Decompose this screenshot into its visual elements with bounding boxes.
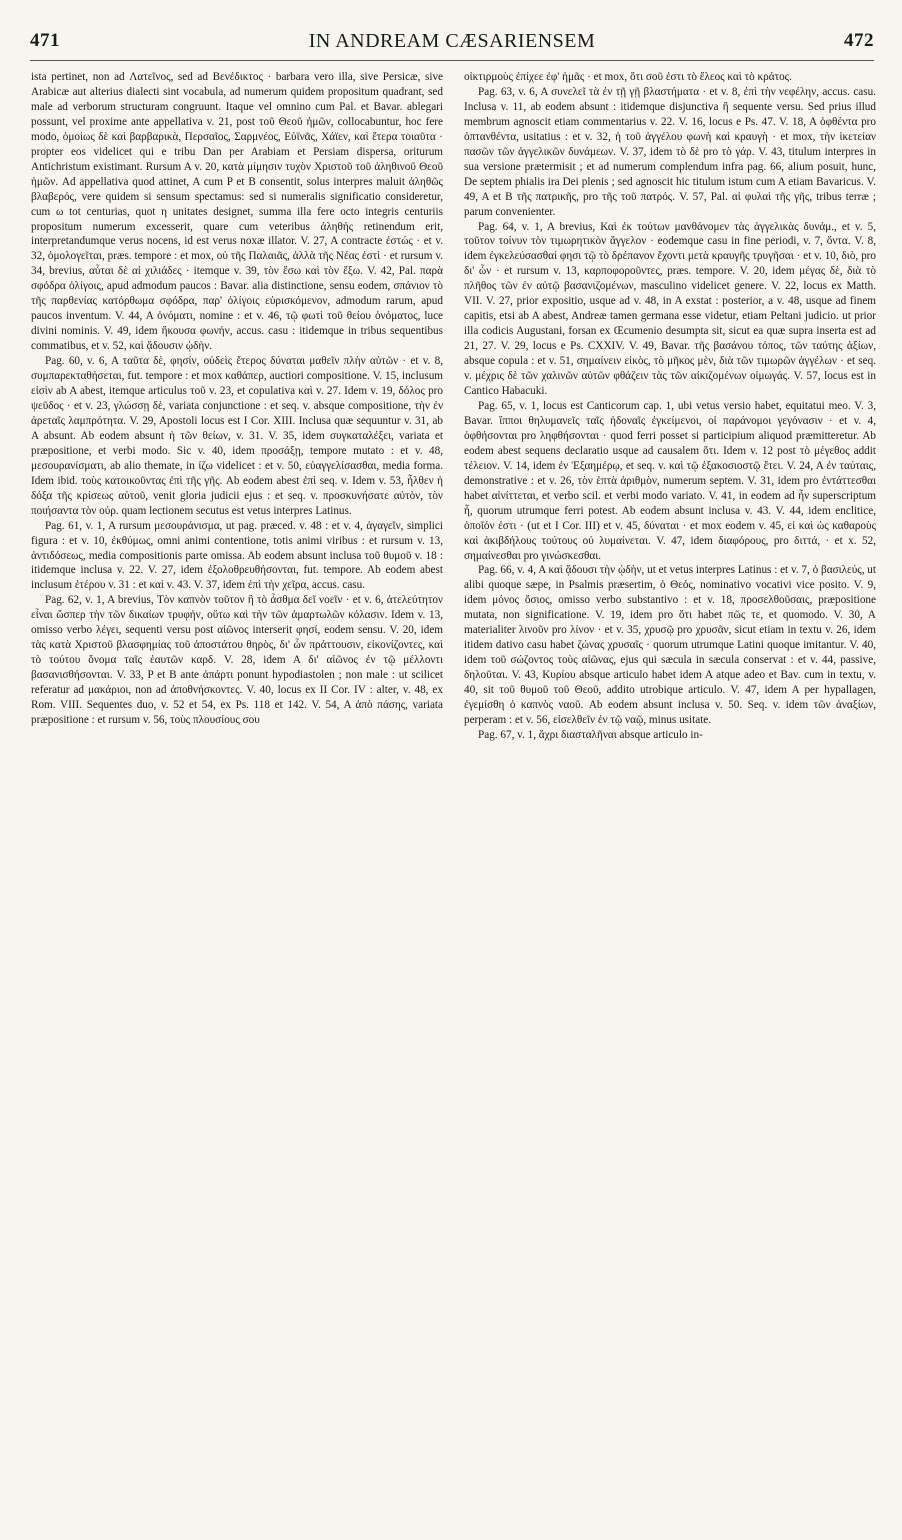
right-paragraph: Pag. 66, v. 4, A καὶ ᾄδουσι τὴν ᾠδὴν, ut et vetus interpres Latinus : et v. 7, ὁ βασιλεύς, ut alibi quoque sæpe, in Psalmis præsertim, ὁ Θεός, nominativo vocativi vice posito. V. 9, idem μόνος ὅσιος, omisso verbo substantivo : et v. 18, προσελθοῦσαις, præpositione mutata, non significatione. V. 19, idem pro ὅτι habet πῶς τε, et quomodo. V. 30, A materialiter λινοῦν pro λίνον · et v. 35, χρυσῷ pro χρυσᾶν, sicut etiam in textu v. 26, idem itidem dativo casu habet ζώνας χρυσαῖς · quorum utrumque Latini quoque imitantur. V. 40, idem τοῦ σώζοντος τοὺς αἰῶνας, ejus qui sæcula in sæcula conservat : et v. 44, passive, δηλοῦται. V. 43, Κυρίου absque articulo habet idem A atque adeo et Bav. cum in textu, v. 40, sit τοῦ θυμοῦ τοῦ Θεοῦ, addito utrobique articulo. V. 47, idem A per hypallagen, ἐγεμίσθη ὁ καπνὸς ναοῦ. Ab eodem absunt inclusa v. 50. Seq. v. idem τῶν ἀναξίων, perperam : et v. 56, εἰσελθεῖν ἐν τῷ ναῷ, minus usitate. (464, 564, 876, 726)
right-paragraph: Pag. 65, v. 1, locus est Canticorum cap. 1, ubi vetus versio habet, equitatui meo. V. 3, Bavar. ἵπποι θηλυμανεῖς ταῖς ἡδοναῖς ἐγκείμενοι, οἱ παράνομοι γεγόνασιν · et v. 4, ὀφθήσονται pro ληφθήσονται · quod ferri posset si participium aliquod præmitteretur. Ab eodem abest sequens declaratio usque ad causalem ὅτι. Idem v. 12 post τὸ μέγεθος addit τέλειον. V. 14, idem ἐν Ἑξαημέρῳ, et seq. v. καὶ τῷ ἑξακοσιοστῷ ἔτει. V. 24, A ἐν ταύταις, demonstrative : et v. 26, τὸν ἑπτὰ ἀριθμὸν, numerum septem. V. 31, idem pro ἐντάττεσθαι habet αἰνίττεται, et verbo scil. et verbi modo variato. V. 41, in eodem ad ἦν superscriptum ἦ, quorum utrumque ferri potest. Ab eodem absunt inclusa v. 43. V. 44, idem encliticе, ὁποῖόν ἐστι · (ut et I Cor. III) et v. 45, δύναται · et mox eodem v. 45, εἰ καὶ ὡς καθαροὺς καὶ ἀκιβδήλους τούτους οὐ λυμαίνεται. V. 47, idem διαφόρους, pro διττά, · et x. 52, σημαίνεσθαι pro γινώσκεσθαι. (464, 399, 876, 562)
page-number-right: 472 (844, 30, 874, 51)
left-paragraph: Pag. 60, v. 6, A ταῦτα δὲ, φησίν, οὐδεὶς ἕτερος δύναται μαθεῖν πλὴν αὐτῶν · et v. 8, συμπαρεκταθήσεται, fut. tempore : et mox καθάπερ, auctiori compositione. V. 15, inclusum εἰσὶν ab A abest, itemque articulus τοῦ v. 23, et copulativa καὶ v. 27. Idem v. 19, δόλος pro ψεῦδος · et v. 23, γλώσσῃ δὲ, variata conjunctione : et seq. v. absque compositione, τὴν ἐν ἀρεταῖς λαμπρότητα. V. 29, Apostoli locus est I Cor. XIII. Inclusa quæ sequuntur v. 31, ab A absunt. Ab eodem absunt ἡ τῶν θείων, v. 31. V. 35, idem συγκαταλέξει, variata et præpositione, et verbi modo. Sic v. 40, idem προσάξῃ, tempore mutato : et v. 48, μεσουρανίσματι, ab alio themate, in ίζω videlicet : et v. 50, εὐαγγελίσασθαι, media forma. Idem ibid. τοὺς κατοικοῦντας ἐπὶ τῆς γῆς. Ab eodem abest ἐπὶ seq. v. Idem v. 53, ἦλθεν ἡ δόξα τῆς κρίσεως αὐτοῦ, venit gloria judicii ejus : et seq. v. προσκυνήσατε αὐτὸν, τὸν ποιήσαντα τὸν οὐρ. quam lectionem secutus est vetus interpres Latinus. (31, 355, 443, 517)
running-title: IN ANDREAM CÆSARIENSEM (308, 30, 596, 52)
page-number-left: 471 (30, 30, 60, 51)
header-rule (30, 60, 874, 61)
right-paragraph: Pag. 63, v. 6, A συνελεῖ τὰ ἐν τῇ γῇ βλαστήματα · et v. 8, ἐπὶ τὴν νεφέλην, accus. casu. Inclusa v. 11, ab eodem absunt : itidemque disjunctiva ἢ sequente versu. Sed prius illud membrum agnoscit etiam commentarius v. 22. V. 16, locus e Ps. 47. V. 18, A ὀφθέντα pro ὀπτανθέντα, usitatius : et v. 32, ἡ τοῦ ἀγγέλου φωνὴ καὶ κραυγὴ · et mox, τὴν ἱκετείαν πασῶν τῶν ἀγγελικῶν δυνάμεων. V. 37, idem τὸ δὲ pro τὸ γάρ. V. 43, titulum interpres in sua versione prætermisit ; et ad numerum complendum infra pag. 66, alium posuit, hunc, De septem phialis ira Dei plenis ; sed agnoscit hic titulum istum cum A etiam Bavaricus. V. 49, A et B τῆς πατρικῆς, pro τῆς τοῦ πατρός. V. 57, Pal. αἱ φυλαὶ τῆς γῆς, tribus terræ ; parum convenienter. (464, 85, 876, 218)
right-column (464, 70, 876, 1530)
left-paragraph: Pag. 61, v. 1, A rursum μεσουράνισμα, ut pag. præced. v. 48 : et v. 4, ἀγαγεῖν, simplici figura : et v. 10, ἐκθύμως, omni animi contentione, totis animi viribus : et rursum v. 13, ἀντιδόσεως, media compositionis parte omissa. Ab eodem absunt inclusa τοῦ θυμοῦ v. 18 : itidemque inclusa v. 22. V. 27, idem ἐξολοθρευθήσονται, fut. tempore. Ab eodem abest inclusum ἑτέρου v. 31 : et καὶ v. 43. V. 37, idem ἐπὶ τὴν χεῖρα, accus. casu. (31, 519, 443, 592)
right-paragraph: Pag. 64, v. 1, A brevius, Καὶ ἐκ τούτων μανθάνομεν τὰς ἀγγελικὰς δυνάμ., et v. 5, τοῦτον τοίνυν τὸν τιμωρητικὸν ἄγγελον · eodemque casu in fine periodi, v. 7, ὄντα. V. 8, idem ἐγκελεύσασθαί φησι τῷ τὸ δρέπανον ἔχοντι μετὰ κραυγῆς τρυγῆσαι · et v. 10, διὸ, pro δι' ὧν · et rursum v. 13, καρποφοροῦντες, præs. tempore. V. 20, idem μέγας δὲ, διὰ τὸ πλῆθος τῶν ἐν αὐτῷ βασανιζομένων, masculino videlicet genere. V. 22, locus ex Matth. VII. V. 27, prior expositio, usque ad v. 48, in A exstat : posterior, a v. 48, usque ad finem capitis, etsi ab A abest, Andreæ tamen germana esse videtur, etiam Peltani judicio. ut prior illa codicis Augustani, forsan ex Œcumenio desumpta sit, sicut ea quæ supra inserta est ad 21, 27. V. 29, locus e Ps. CXXIV. V. 49, Bavar. τῆς βασάνου τόπος, τῶν ταύτης ἀξίων, absque copula : et v. 51, σημαίνειν εἰκὸς, τὸ μῆκος μὲν, διὰ τῶν τιμωρῶν ἀγγέλων · et seq. v. μέχρις δὲ τῶν χαλινῶν αὐτῶν φθάζειν τὰς τῶν αἰκιζομένων οἰμωγάς. V. 57, locus est in Cantico Habacuki. (464, 220, 876, 398)
left-column (31, 70, 443, 1530)
right-paragraph: Pag. 67, v. 1, ἄχρι διασταλῆναι absque articulo in- (478, 728, 703, 741)
left-paragraph: Pag. 62, v. 1, A brevius, Τὸν καπνὸν τοῦτον ἢ τὸ ἆσθμα δεῖ νοεῖν · et v. 6, ἀτελεύτητον εἶναι ὥσπερ τὴν τῶν δικαίων τρυφήν, οὕτω καὶ τὴν τῶν ἁμαρτωλῶν κόλασιν. Idem v. 13, omisso verbo λέγει, sequenti versu post αἰῶνος interserit φησί, eodem sensu. V. 20, idem τὰς κατὰ Χριστοῦ βλασφημίας τοῦ ἀποστάτου θηρὸς, δι' ὧν πράττουσιν, εἰκονίζοντες, καὶ τὸ τούτου ὄνομα ταῖς ἑαυτῶν καρδ. V. 28, idem A δι' αἰῶνος ἐν τῷ μέλλοντι βασανισθήσονται. V. 33, P et B ante ἀπάρτι ponunt hypodiastolen ; non male : ut scilicet referatur ad μακάριοι, non ad ἀποθνήσκοντες. V. 40, locus ex II Cor. IV : alter, v. 48, ex Rom. VIII. Sequentes duo, v. 52 et 54, ex Ps. 118 et 142. V. 54, A ἀπὸ πάσης, variata præpositione : et rursum v. 56, τοὺς πλουσίους σου (31, 594, 443, 726)
left-paragraph: ista pertinet, non ad Λατεῖνος, sed ad Βενέδικτος · barbara vero illa, sive Persicæ, sive Arabicæ aut alterius dialecti sint vocabula, ad numerum quidem propositum quadrant, sed male ad verborum structuram congruunt. Itaque vel omnino cum Pal. et Bavar. ablegari possunt, vel proxime ante appellativa v. 21, post τοῦ Θεοῦ ἡμῶν, collocabuntur, hoc fere modo, ὁμοίως δὲ καὶ βαρβαρικὰ, Περσαῖος, Σαρμνέος, Εὐϊνᾶς, Χάϊεν, καὶ ἕτερα τοιαῦτα · propter eos videlicet qui e tribu Dan per Arabiam et Persiam dispersa, oriturum Antichristum existimant. Rursum A v. 20, κατὰ μίμησιν τυχὸν Χριστοῦ τοῦ ἀληθινοῦ Θεοῦ ἡμῶν. Ad appellativa quod attinet, A cum P et B consentit, solus interpres maluit ἀληθῶς βλαβερός, vere quidem si sensum spectamus: sed si numeralis significatio consideretur, cum ω tot centurias, quot η unitates designet, summa illa fere octo integris centuriis propositum numerum excesserit, quare cum veteribus ἀληθής retinendum erit, interpretandumque verus nocens, id est verus noxæ illator. V. 27, A contracte ἐστώς · et v. 32, ὁμολογεῖται, præs. tempore : et mox, οὐ τῆς Παλαιᾶς, ἀλλὰ τῆς Νέας ἐστὶ · et rursum v. 34, brevius, αὗται δὲ αἱ χιλιάδες · itemque v. 39, τὸν ἔσω καὶ τὸν ἔξω. V. 42, Pal. παρὰ σφόδρα ὀλίγοις, apud admodum paucos : Bavar. alia distinctione, sensu eodem, σπάνιον τὸ τῆς παρθενίας κατόρθωμα σφόδρα, παρ' ὀλίγοις εὑρισκόμενον, admodum rarum, apud paucos inventum. V. 44, A ὀνόματι, nomine : et v. 46, τῷ φωτὶ τοῦ θείου ὀνόματος, luce divini nominis. V. 49, idem ἤκουσα φωνήν, accus. casu : itidemque in tribus sequentibus commatibus, et v. 52, καὶ ᾄδουσιν ᾠδὴν. (31, 71, 443, 353)
right-paragraph: οἰκτιρμοὺς ἐπίχεε ἐφ' ἡμᾶς · et mox, ὅτι σοῦ ἐστι τὸ ἔλεος καὶ τὸ κράτος. (464, 71, 792, 83)
page-header (30, 30, 874, 60)
